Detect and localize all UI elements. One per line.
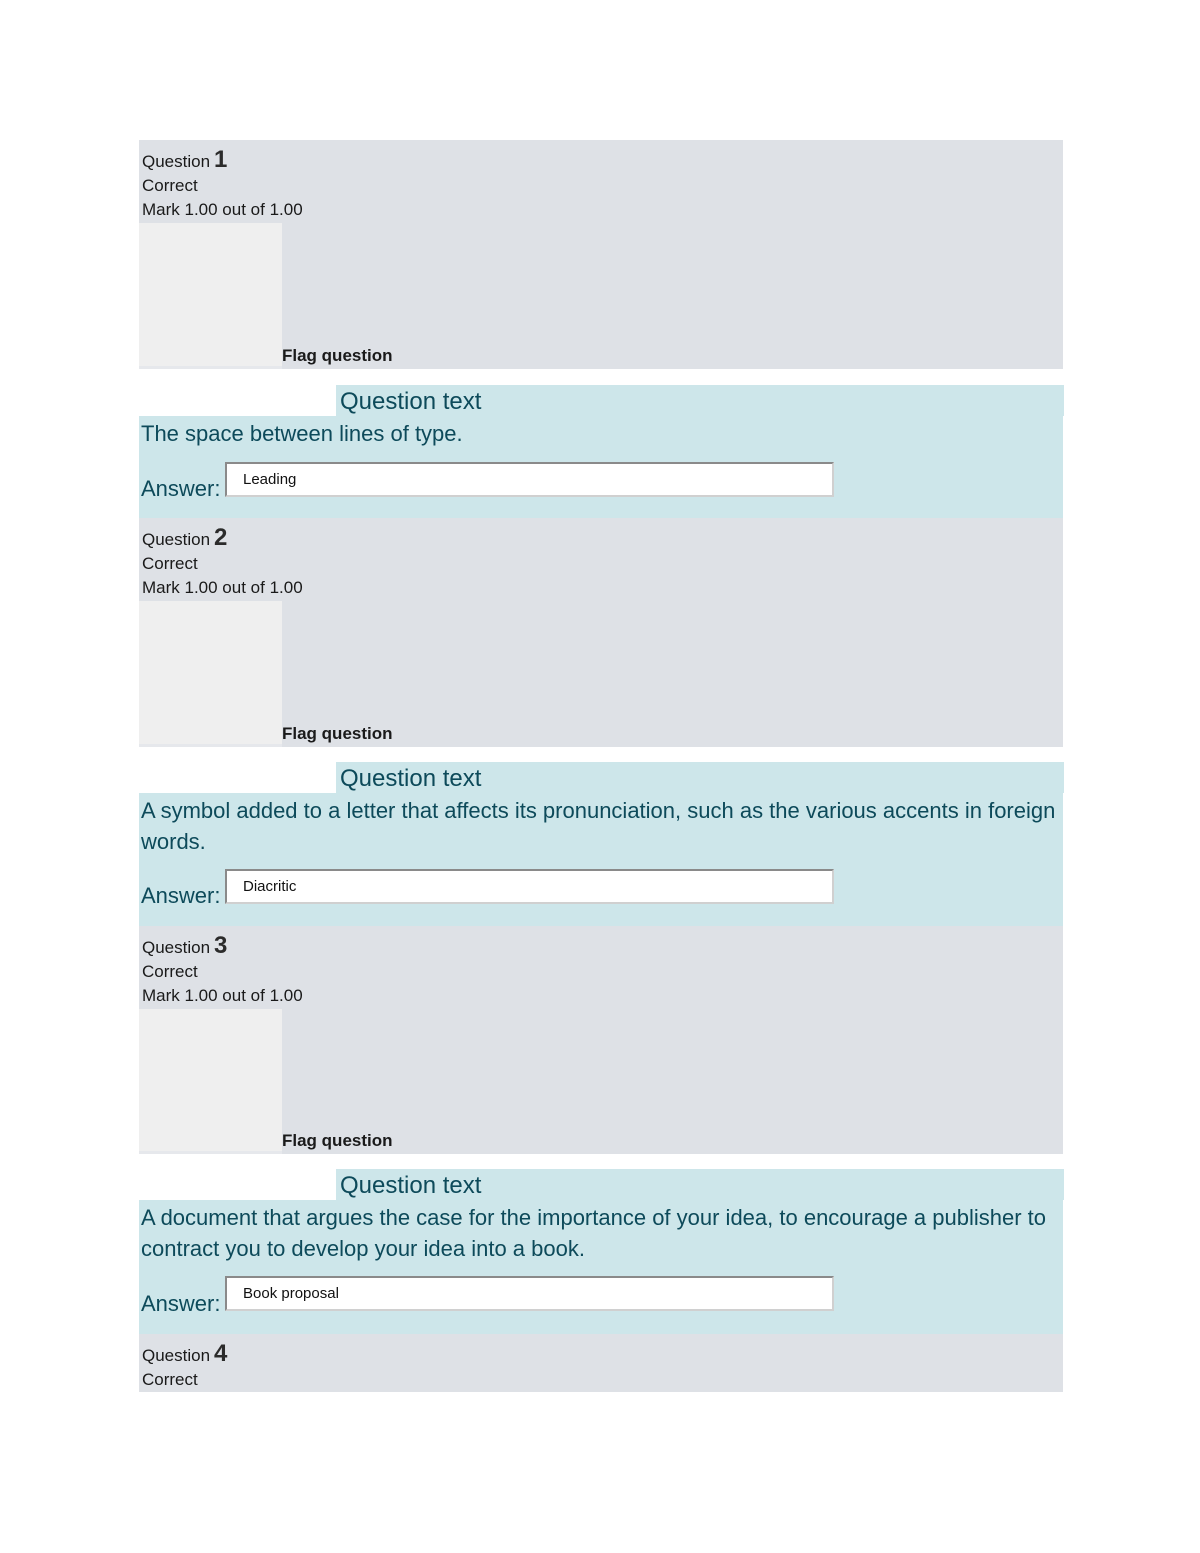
- flag-question-link[interactable]: Flag question: [282, 346, 393, 365]
- question-word: Question: [142, 938, 211, 957]
- flag-box: [139, 1009, 282, 1154]
- question-word: Question: [142, 1346, 211, 1365]
- question-word: Question: [142, 152, 211, 171]
- flag-box: [139, 223, 282, 369]
- answer-label: Answer:: [141, 883, 221, 908]
- question-3-content: [139, 1200, 1063, 1334]
- question-status: Correct: [142, 1370, 198, 1389]
- question-mark: Mark 1.00 out of 1.00: [142, 578, 303, 597]
- question-4-label: [142, 1342, 227, 1368]
- question-status: Correct: [142, 962, 198, 981]
- question-number: 2: [214, 524, 228, 551]
- question-prompt: A document that argues the case for the importance of your idea, to encourage a publisher to contract you to develop your idea into a book.: [141, 1205, 1047, 1261]
- question-text-heading: Question text: [336, 1169, 1064, 1200]
- question-status: Correct: [142, 554, 198, 573]
- question-mark: Mark 1.00 out of 1.00: [142, 986, 303, 1005]
- answer-label: Answer:: [141, 1291, 221, 1316]
- question-number: 4: [214, 1340, 228, 1367]
- question-3-label: [142, 934, 303, 960]
- question-2-info: [139, 518, 1063, 747]
- question-mark: Mark 1.00 out of 1.00: [142, 200, 303, 219]
- question-1-header: [142, 148, 303, 222]
- question-text-heading: Question text: [336, 762, 1064, 793]
- answer-input[interactable]: [225, 462, 834, 497]
- question-word: Question: [142, 530, 211, 549]
- question-text-heading: Question text: [336, 385, 1064, 416]
- question-number: 3: [214, 932, 228, 959]
- question-3-header: [142, 934, 303, 1008]
- question-1-content: [139, 416, 1063, 518]
- flag-question-link[interactable]: Flag question: [282, 724, 393, 743]
- question-4-info: [139, 1334, 1063, 1392]
- question-1-label: [142, 148, 303, 174]
- question-status: Correct: [142, 176, 198, 195]
- question-2-content: [139, 793, 1063, 926]
- flag-question-link[interactable]: Flag question: [282, 1131, 393, 1150]
- question-2-label: [142, 526, 303, 552]
- flag-box: [139, 601, 282, 747]
- answer-input[interactable]: [225, 869, 834, 904]
- question-4-header: [142, 1342, 227, 1392]
- question-1-info: [139, 140, 1063, 369]
- question-prompt: A symbol added to a letter that affects its pronunciation, such as the various accents in foreign words.: [141, 798, 1056, 854]
- question-number: 1: [214, 146, 228, 173]
- answer-label: Answer:: [141, 476, 221, 501]
- answer-input[interactable]: [225, 1276, 834, 1311]
- question-2-header: [142, 526, 303, 600]
- question-3-info: [139, 926, 1063, 1154]
- question-prompt: The space between lines of type.: [141, 421, 463, 446]
